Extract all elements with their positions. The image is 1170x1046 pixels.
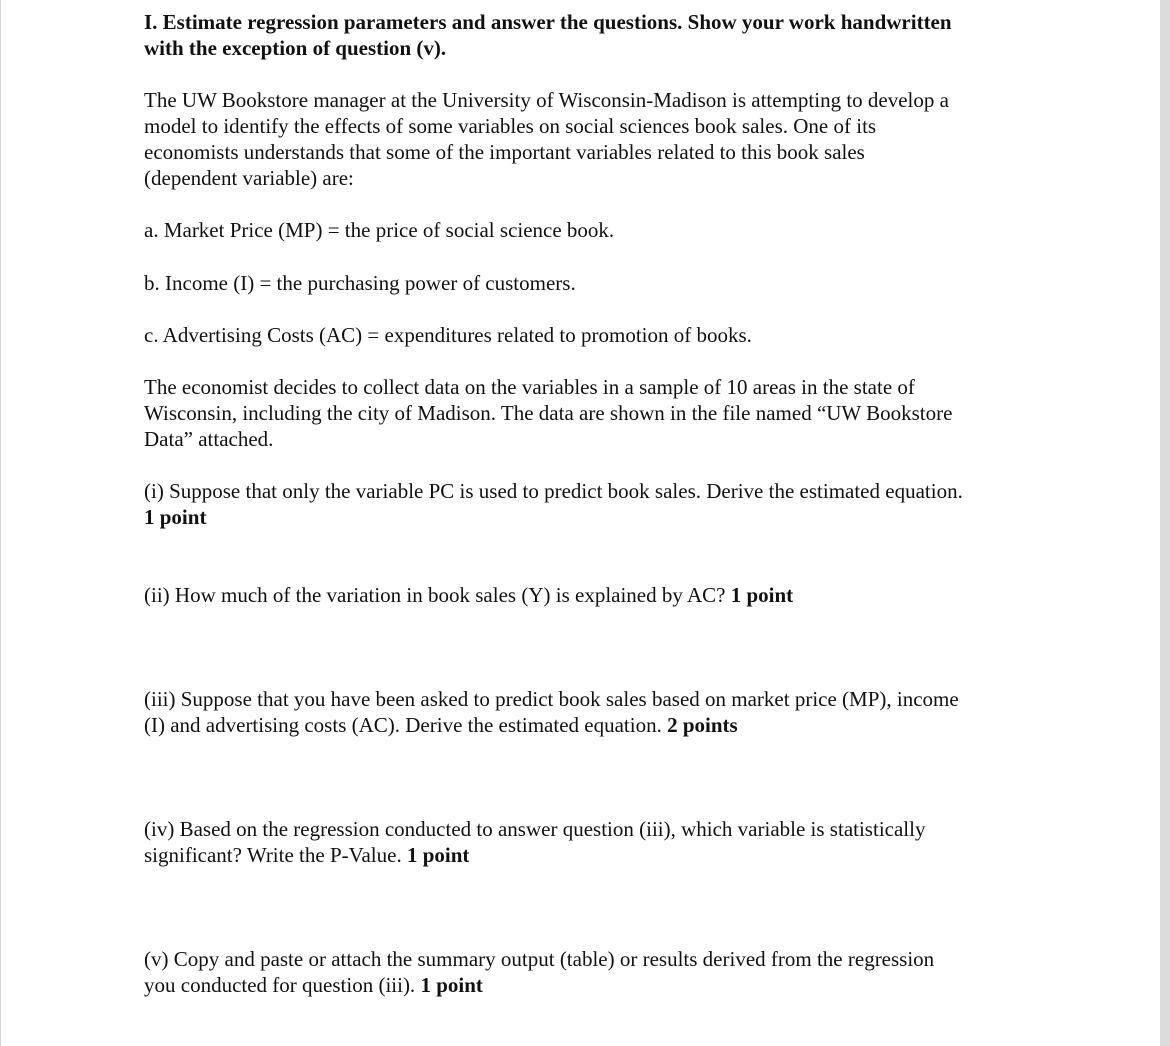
question-v-line-1: (v) Copy and paste or attach the summary output (table) or results derived from the regression bbox=[144, 947, 935, 971]
question-i-points: 1 point bbox=[144, 505, 207, 529]
variable-advertising-costs: c. Advertising Costs (AC) = expenditures related to promotion of books. bbox=[144, 323, 752, 347]
question-ii-points: 1 point bbox=[730, 583, 794, 607]
question-v bbox=[144, 946, 1044, 998]
question-i-text: (i) Suppose that only the variable PC is used to predict book sales. Derive the estimated equation. bbox=[144, 479, 963, 503]
data-paragraph bbox=[144, 374, 1044, 452]
intro-line-3: economists understands that some of the important variables related to this book sales bbox=[144, 140, 865, 164]
question-ii-text: (ii) How much of the variation in book sales (Y) is explained by AC? bbox=[144, 583, 726, 607]
question-iii-line-1: (iii) Suppose that you have been asked to predict book sales based on market price (MP), income bbox=[144, 687, 959, 711]
question-iv-line-2: significant? Write the P-Value. bbox=[144, 843, 402, 867]
question-iv bbox=[144, 816, 1044, 868]
question-iii-points: 2 points bbox=[667, 713, 738, 737]
question-v-line-2: you conducted for question (iii). bbox=[144, 973, 416, 997]
question-iv-line-1: (iv) Based on the regression conducted to answer question (iii), which variable is statistically bbox=[144, 817, 926, 841]
question-iv-points: 1 point bbox=[406, 843, 470, 867]
data-line-3: Data” attached. bbox=[144, 427, 274, 451]
question-ii bbox=[144, 582, 1044, 608]
intro-line-2: model to identify the effects of some variables on social sciences book sales. One of its bbox=[144, 114, 877, 138]
data-line-2: Wisconsin, including the city of Madison. The data are shown in the file named “UW Bookstore bbox=[144, 401, 953, 425]
question-v-points: 1 point bbox=[420, 973, 483, 997]
heading-line-1: I. Estimate regression parameters and answer the questions. Show your work handwritten bbox=[144, 10, 952, 34]
intro-line-4: (dependent variable) are: bbox=[144, 166, 354, 190]
document-body bbox=[144, 9, 1044, 998]
intro-line-1: The UW Bookstore manager at the University of Wisconsin-Madison is attempting to develop a bbox=[144, 88, 949, 112]
question-iii bbox=[144, 686, 1044, 738]
intro-paragraph bbox=[144, 87, 1044, 191]
data-line-1: The economist decides to collect data on the variables in a sample of 10 areas in the state of bbox=[144, 375, 915, 399]
variable-market-price: a. Market Price (MP) = the price of social science book. bbox=[144, 218, 615, 242]
question-iii-line-2: (I) and advertising costs (AC). Derive the estimated equation. bbox=[144, 713, 662, 737]
question-i bbox=[144, 478, 1044, 530]
variable-income: b. Income (I) = the purchasing power of customers. bbox=[144, 271, 576, 295]
heading-line-2: with the exception of question (v). bbox=[144, 36, 447, 60]
